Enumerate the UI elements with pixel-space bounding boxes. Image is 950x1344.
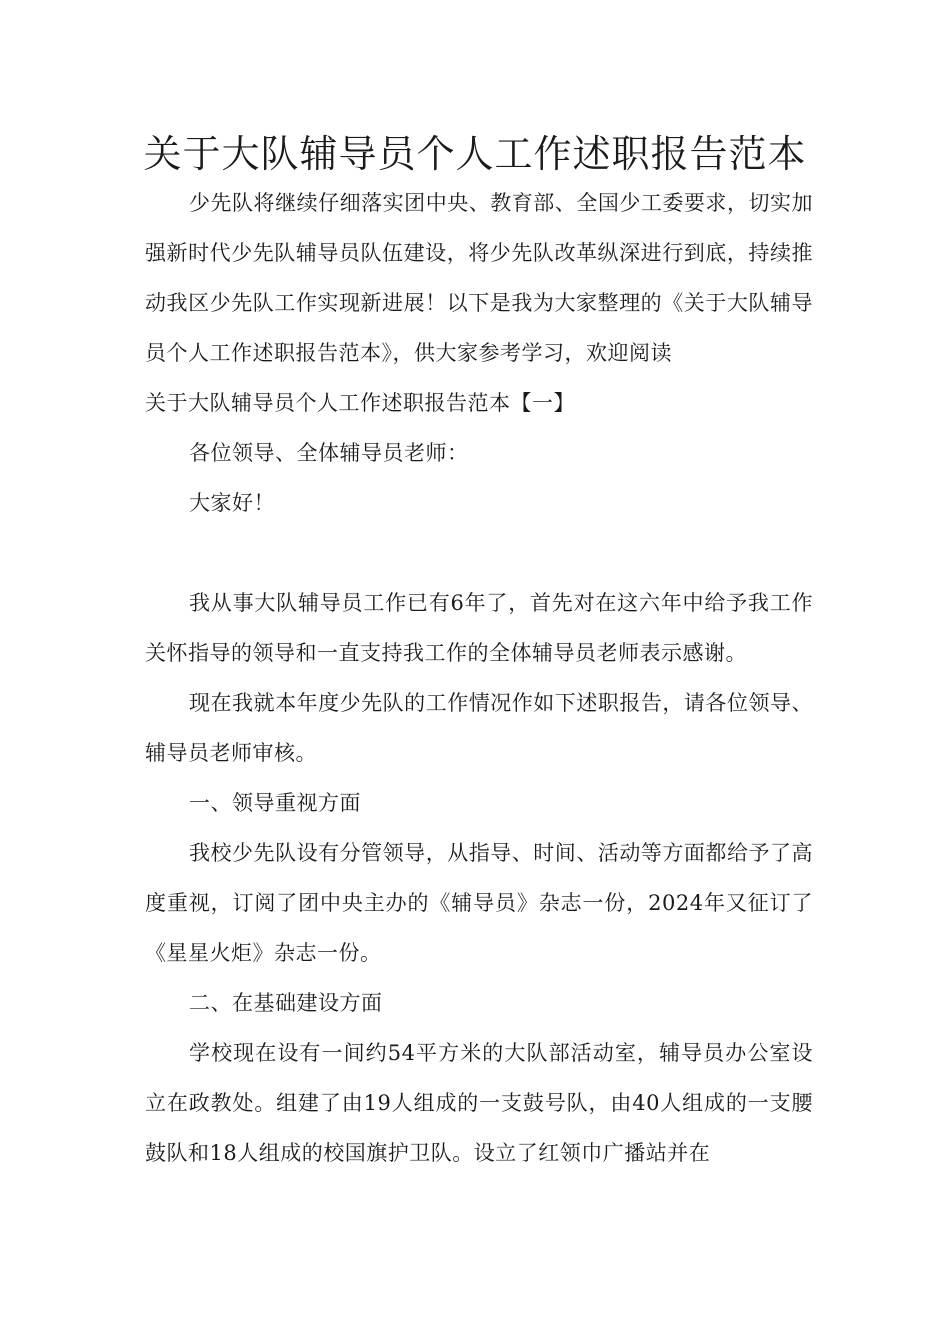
blank-line xyxy=(145,528,813,578)
body-paragraph: 现在我就本年度少先队的工作情况作如下述职报告，请各位领导、辅导员老师审核。 xyxy=(145,691,813,765)
body-paragraph: 我从事大队辅导员工作已有6年了，首先对在这六年中给予我工作关怀指导的领导和一直支持我工作的全体辅导员老师表示感谢。 xyxy=(145,591,813,665)
body-paragraph: 学校现在设有一间约54平方米的大队部活动室，辅导员办公室设立在政教处。组建了由19人组成的一支鼓号队，由40人组成的一支腰鼓队和18人组成的校国旗护卫队。设立了红领巾广播站并在 xyxy=(145,1041,813,1165)
intro-paragraph: 少先队将继续仔细落实团中央、教育部、全国少工委要求，切实加强新时代少先队辅导员队伍建设，将少先队改革纵深进行到底，持续推动我区少先队工作实现新进展！以下是我为大家整理的《关于大队辅导员个人工作述职报告范本》，供大家参考学习，欢迎阅读 xyxy=(145,191,813,365)
document-body xyxy=(145,178,813,1178)
subsection-heading: 一、领导重视方面 xyxy=(189,791,361,815)
body-paragraph: 我校少先队设有分管领导，从指导、时间、活动等方面都给予了高度重视，订阅了团中央主办的《辅导员》杂志一份，2024年又征订了《星星火炬》杂志一份。 xyxy=(145,841,813,965)
subsection-heading: 二、在基础建设方面 xyxy=(189,991,383,1015)
greeting: 大家好！ xyxy=(189,491,275,515)
document-title: 关于大队辅导员个人工作述职报告范本 xyxy=(143,132,807,176)
salutation: 各位领导、全体辅导员老师： xyxy=(189,441,469,465)
section-heading: 关于大队辅导员个人工作述职报告范本【一】 xyxy=(145,391,575,415)
